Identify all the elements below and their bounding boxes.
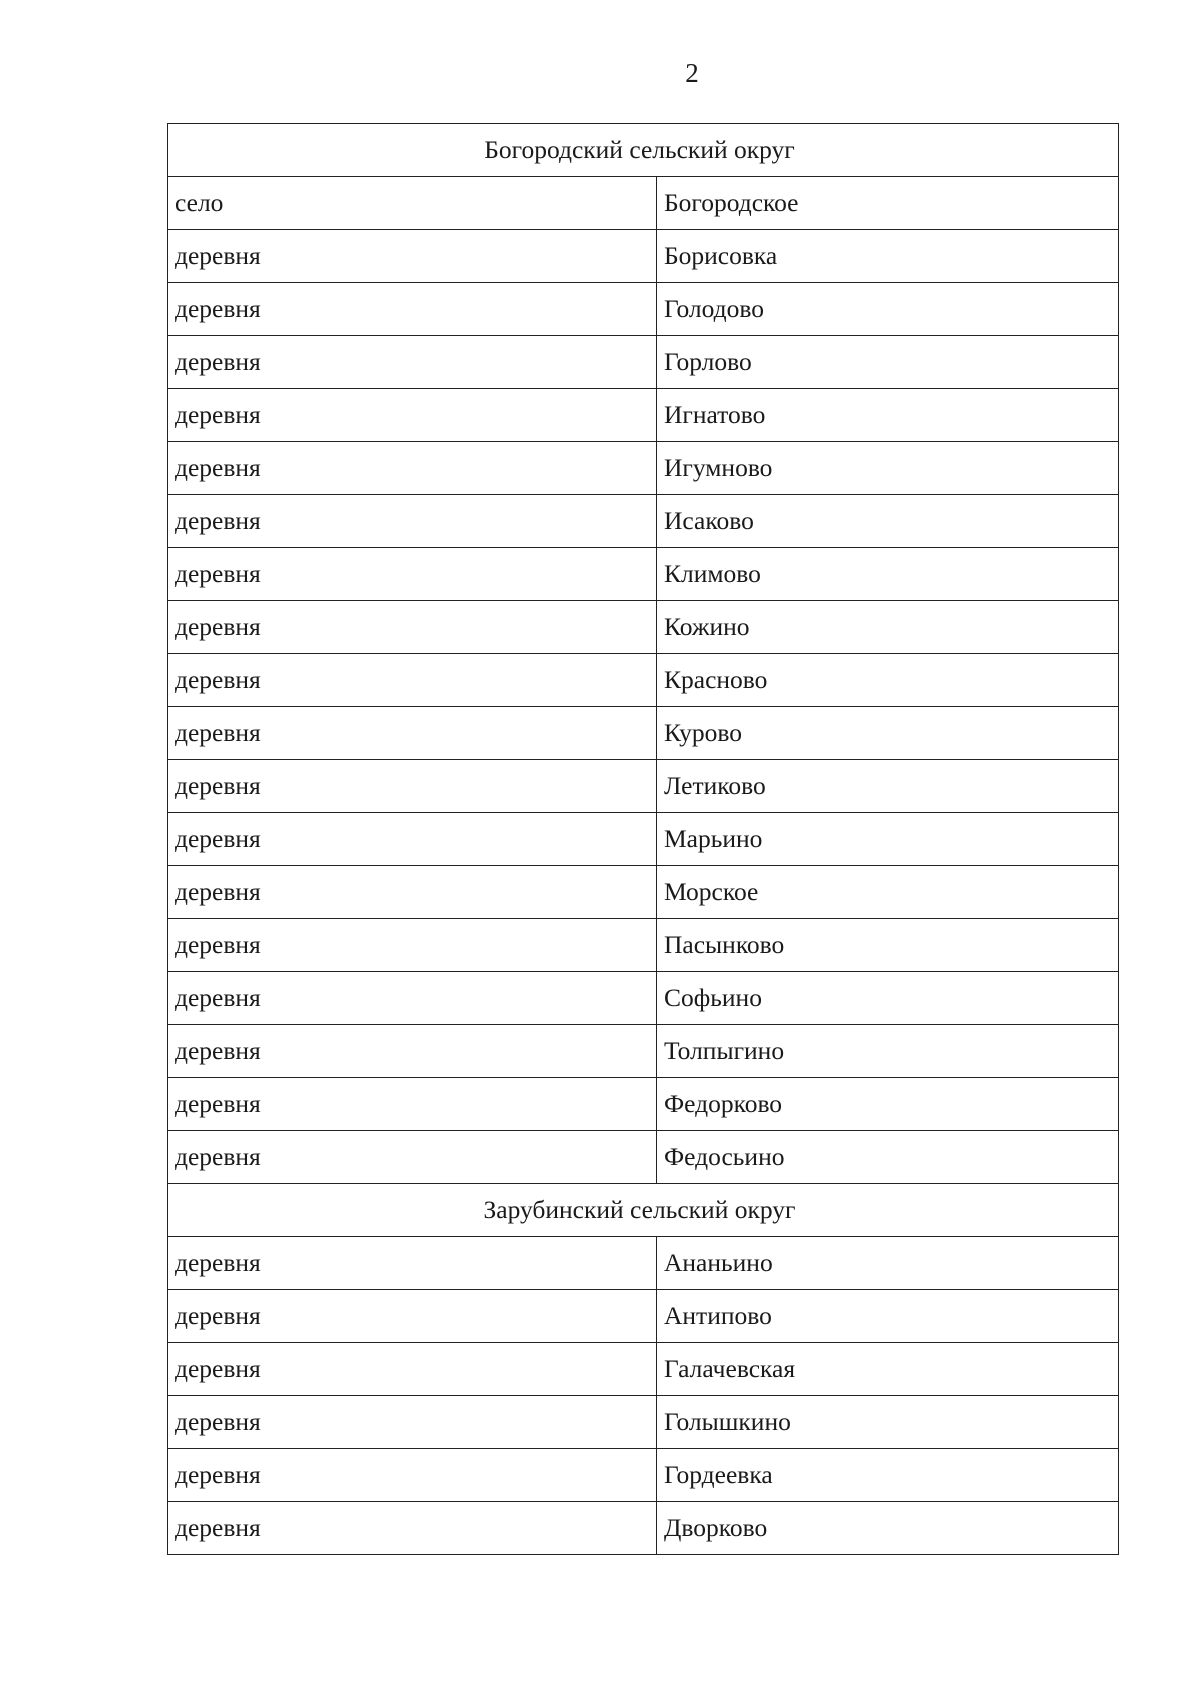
settlements-table — [167, 123, 1119, 1555]
district-name: Зарубинский сельский округ — [168, 1184, 1119, 1237]
table-row — [168, 336, 1119, 389]
table-row — [168, 389, 1119, 442]
settlement-type: деревня — [168, 1449, 657, 1502]
settlement-name: Исаково — [657, 495, 1119, 548]
table-row — [168, 866, 1119, 919]
settlement-type: деревня — [168, 707, 657, 760]
settlement-type: деревня — [168, 1396, 657, 1449]
table-row — [168, 1449, 1119, 1502]
table-row — [168, 972, 1119, 1025]
settlement-name: Голодово — [657, 283, 1119, 336]
table-row — [168, 1078, 1119, 1131]
settlement-type: деревня — [168, 495, 657, 548]
table-row — [168, 1290, 1119, 1343]
table-row — [168, 654, 1119, 707]
table-row — [168, 1237, 1119, 1290]
settlement-name: Марьино — [657, 813, 1119, 866]
settlement-type: деревня — [168, 813, 657, 866]
settlement-type: деревня — [168, 654, 657, 707]
table-row — [168, 1131, 1119, 1184]
table-row — [168, 601, 1119, 654]
settlement-name: Красново — [657, 654, 1119, 707]
settlement-type: деревня — [168, 283, 657, 336]
settlement-name: Игнатово — [657, 389, 1119, 442]
table-row — [168, 1025, 1119, 1078]
settlement-name: Летиково — [657, 760, 1119, 813]
settlement-name: Антипово — [657, 1290, 1119, 1343]
settlement-type: деревня — [168, 1025, 657, 1078]
table-row — [168, 813, 1119, 866]
settlement-name: Федорково — [657, 1078, 1119, 1131]
district-header-row — [168, 1184, 1119, 1237]
settlement-name: Софьино — [657, 972, 1119, 1025]
table-row — [168, 442, 1119, 495]
settlement-type: деревня — [168, 389, 657, 442]
settlement-type: деревня — [168, 1502, 657, 1555]
settlement-type: деревня — [168, 442, 657, 495]
page-number: 2 — [685, 58, 699, 88]
settlements-table-body — [168, 124, 1119, 1555]
settlement-type: деревня — [168, 1078, 657, 1131]
table-row — [168, 1502, 1119, 1555]
settlement-type: деревня — [168, 1131, 657, 1184]
table-row — [168, 760, 1119, 813]
settlement-name: Морское — [657, 866, 1119, 919]
settlement-type: деревня — [168, 919, 657, 972]
settlement-name: Богородское — [657, 177, 1119, 230]
settlement-type: деревня — [168, 760, 657, 813]
table-row — [168, 707, 1119, 760]
table-row — [168, 495, 1119, 548]
table-row — [168, 283, 1119, 336]
settlement-name: Гордеевка — [657, 1449, 1119, 1502]
table-row — [168, 177, 1119, 230]
settlement-type: село — [168, 177, 657, 230]
table-row — [168, 548, 1119, 601]
table-row — [168, 230, 1119, 283]
table-row — [168, 1396, 1119, 1449]
settlement-type: деревня — [168, 1290, 657, 1343]
settlement-name: Кожино — [657, 601, 1119, 654]
settlement-name: Ананьино — [657, 1237, 1119, 1290]
settlement-name: Толпыгино — [657, 1025, 1119, 1078]
settlement-type: деревня — [168, 1237, 657, 1290]
settlement-name: Пасынково — [657, 919, 1119, 972]
table-row — [168, 1343, 1119, 1396]
settlement-name: Дворково — [657, 1502, 1119, 1555]
settlement-name: Игумново — [657, 442, 1119, 495]
settlement-name: Федосьино — [657, 1131, 1119, 1184]
settlement-name: Галачевская — [657, 1343, 1119, 1396]
table-row — [168, 919, 1119, 972]
settlement-name: Курово — [657, 707, 1119, 760]
settlement-name: Климово — [657, 548, 1119, 601]
settlement-type: деревня — [168, 336, 657, 389]
settlement-name: Горлово — [657, 336, 1119, 389]
settlement-type: деревня — [168, 1343, 657, 1396]
settlement-type: деревня — [168, 230, 657, 283]
settlement-name: Голышкино — [657, 1396, 1119, 1449]
settlement-type: деревня — [168, 972, 657, 1025]
settlement-name: Борисовка — [657, 230, 1119, 283]
district-header-row — [168, 124, 1119, 177]
settlement-type: деревня — [168, 601, 657, 654]
district-name: Богородский сельский округ — [168, 124, 1119, 177]
settlement-type: деревня — [168, 866, 657, 919]
settlement-type: деревня — [168, 548, 657, 601]
